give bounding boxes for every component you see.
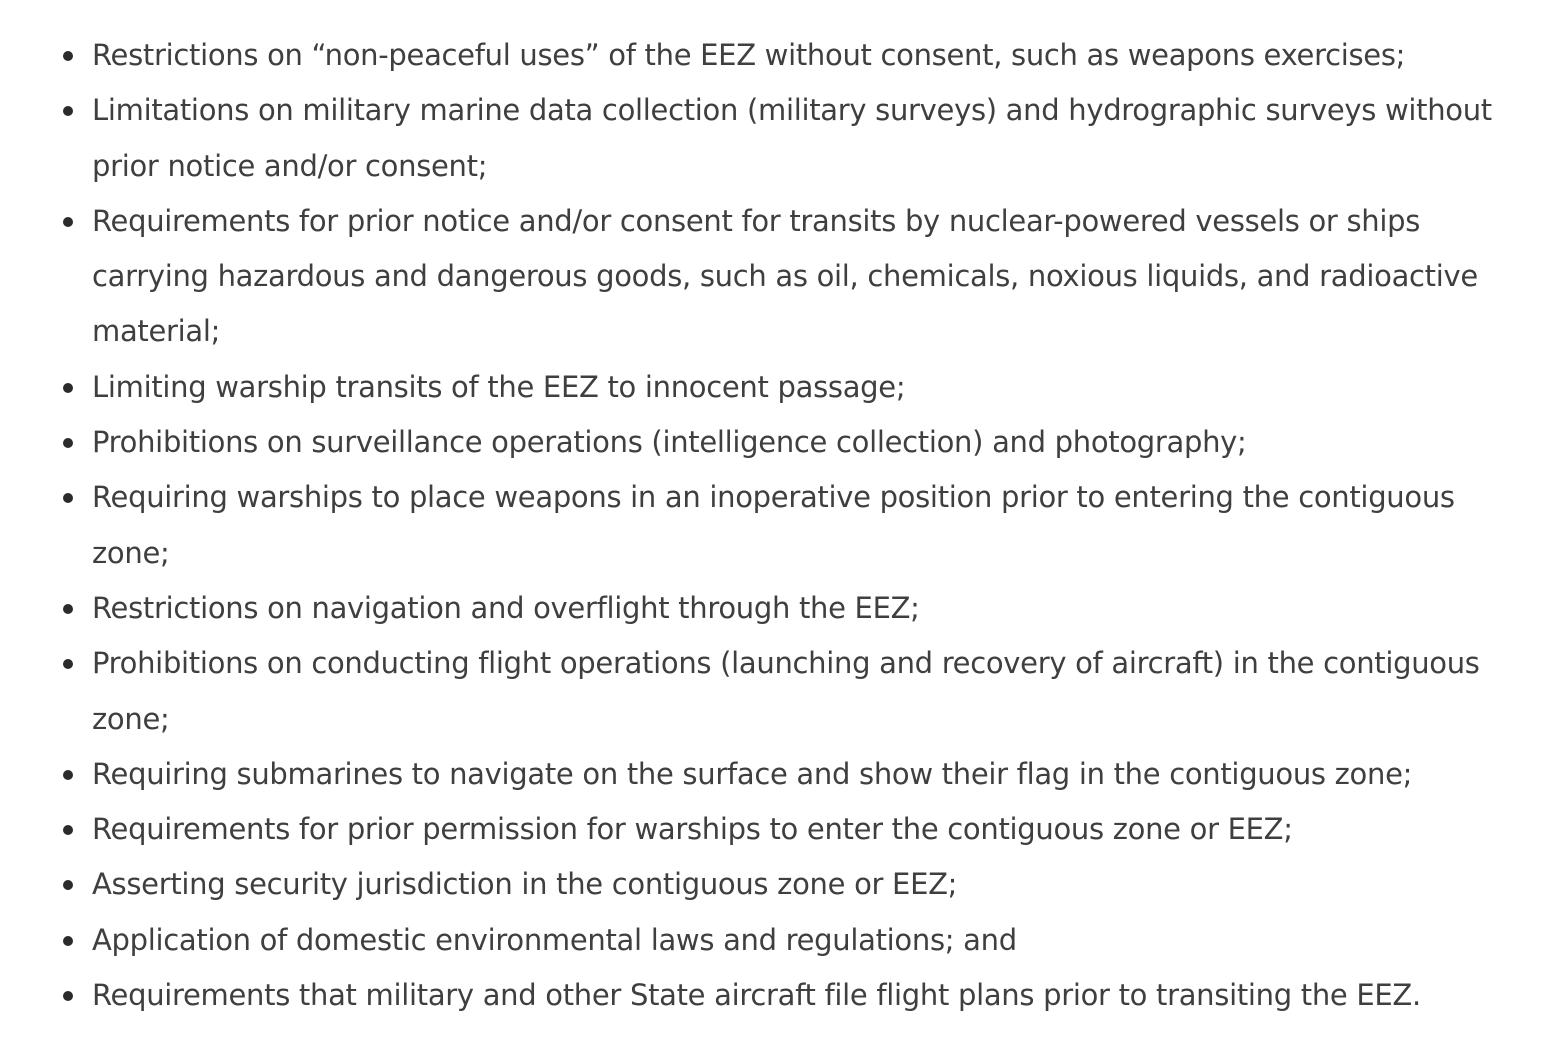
list-item (92, 470, 1512, 581)
bullet-dot-icon (63, 106, 73, 116)
list-item (92, 913, 1512, 968)
list-item (92, 360, 1512, 415)
bullet-dot-icon (63, 936, 73, 946)
bullet-dot-icon (63, 51, 73, 61)
list-item (92, 857, 1512, 912)
list-item (92, 83, 1512, 194)
bullet-dot-icon (63, 770, 73, 780)
list-item-text: Requirements for prior permission for warships to enter the contiguous zone or EEZ; (92, 812, 1293, 847)
bullet-dot-icon (63, 991, 73, 1001)
list-item-text: Requirements that military and other State aircraft file flight plans prior to transiting the EEZ. (92, 978, 1421, 1013)
bullet-dot-icon (63, 825, 73, 835)
list-item (92, 581, 1512, 636)
list-item-text: Requiring warships to place weapons in an inoperative position prior to entering the contiguous zone; (92, 480, 1455, 570)
list-item-text: Requiring submarines to navigate on the surface and show their flag in the contiguous zone; (92, 756, 1413, 791)
list-item-text: Asserting security jurisdiction in the contiguous zone or EEZ; (92, 867, 958, 902)
list-item (92, 636, 1512, 747)
bullet-dot-icon (63, 383, 73, 393)
list-item (92, 747, 1512, 802)
restrictions-list (0, 28, 1512, 1023)
bullet-dot-icon (63, 659, 73, 669)
list-item-text: Limiting warship transits of the EEZ to innocent passage; (92, 369, 906, 404)
list-item (92, 968, 1512, 1023)
list-item-text: Restrictions on “non-peaceful uses” of the EEZ without consent, such as weapons exercises; (92, 38, 1406, 72)
bullet-dot-icon (63, 880, 73, 890)
list-item-text: Application of domestic environmental laws and regulations; and (92, 922, 1017, 957)
list-item (92, 194, 1512, 360)
list-item-text: Limitations on military marine data collection (military surveys) and hydrographic surveys without prior notice and/or consent; (92, 93, 1492, 183)
list-item (92, 415, 1512, 470)
article-content (0, 28, 1545, 1023)
bullet-dot-icon (63, 493, 73, 503)
list-item-text: Prohibitions on conducting flight operations (launching and recovery of aircraft) in the contiguous zone; (92, 646, 1480, 736)
list-item-text: Restrictions on navigation and overflight through the EEZ; (92, 590, 920, 625)
list-item (92, 802, 1512, 857)
list-item (92, 28, 1512, 83)
bullet-dot-icon (63, 604, 73, 614)
list-item-text: Prohibitions on surveillance operations (intelligence collection) and photography; (92, 425, 1247, 460)
bullet-dot-icon (63, 217, 73, 227)
list-item-text: Requirements for prior notice and/or consent for transits by nuclear-powered vessels or ships carrying hazardous and dangerous goods, such as oil, chemicals, noxious liquids, and radioactive material; (92, 203, 1478, 349)
bullet-dot-icon (63, 438, 73, 448)
